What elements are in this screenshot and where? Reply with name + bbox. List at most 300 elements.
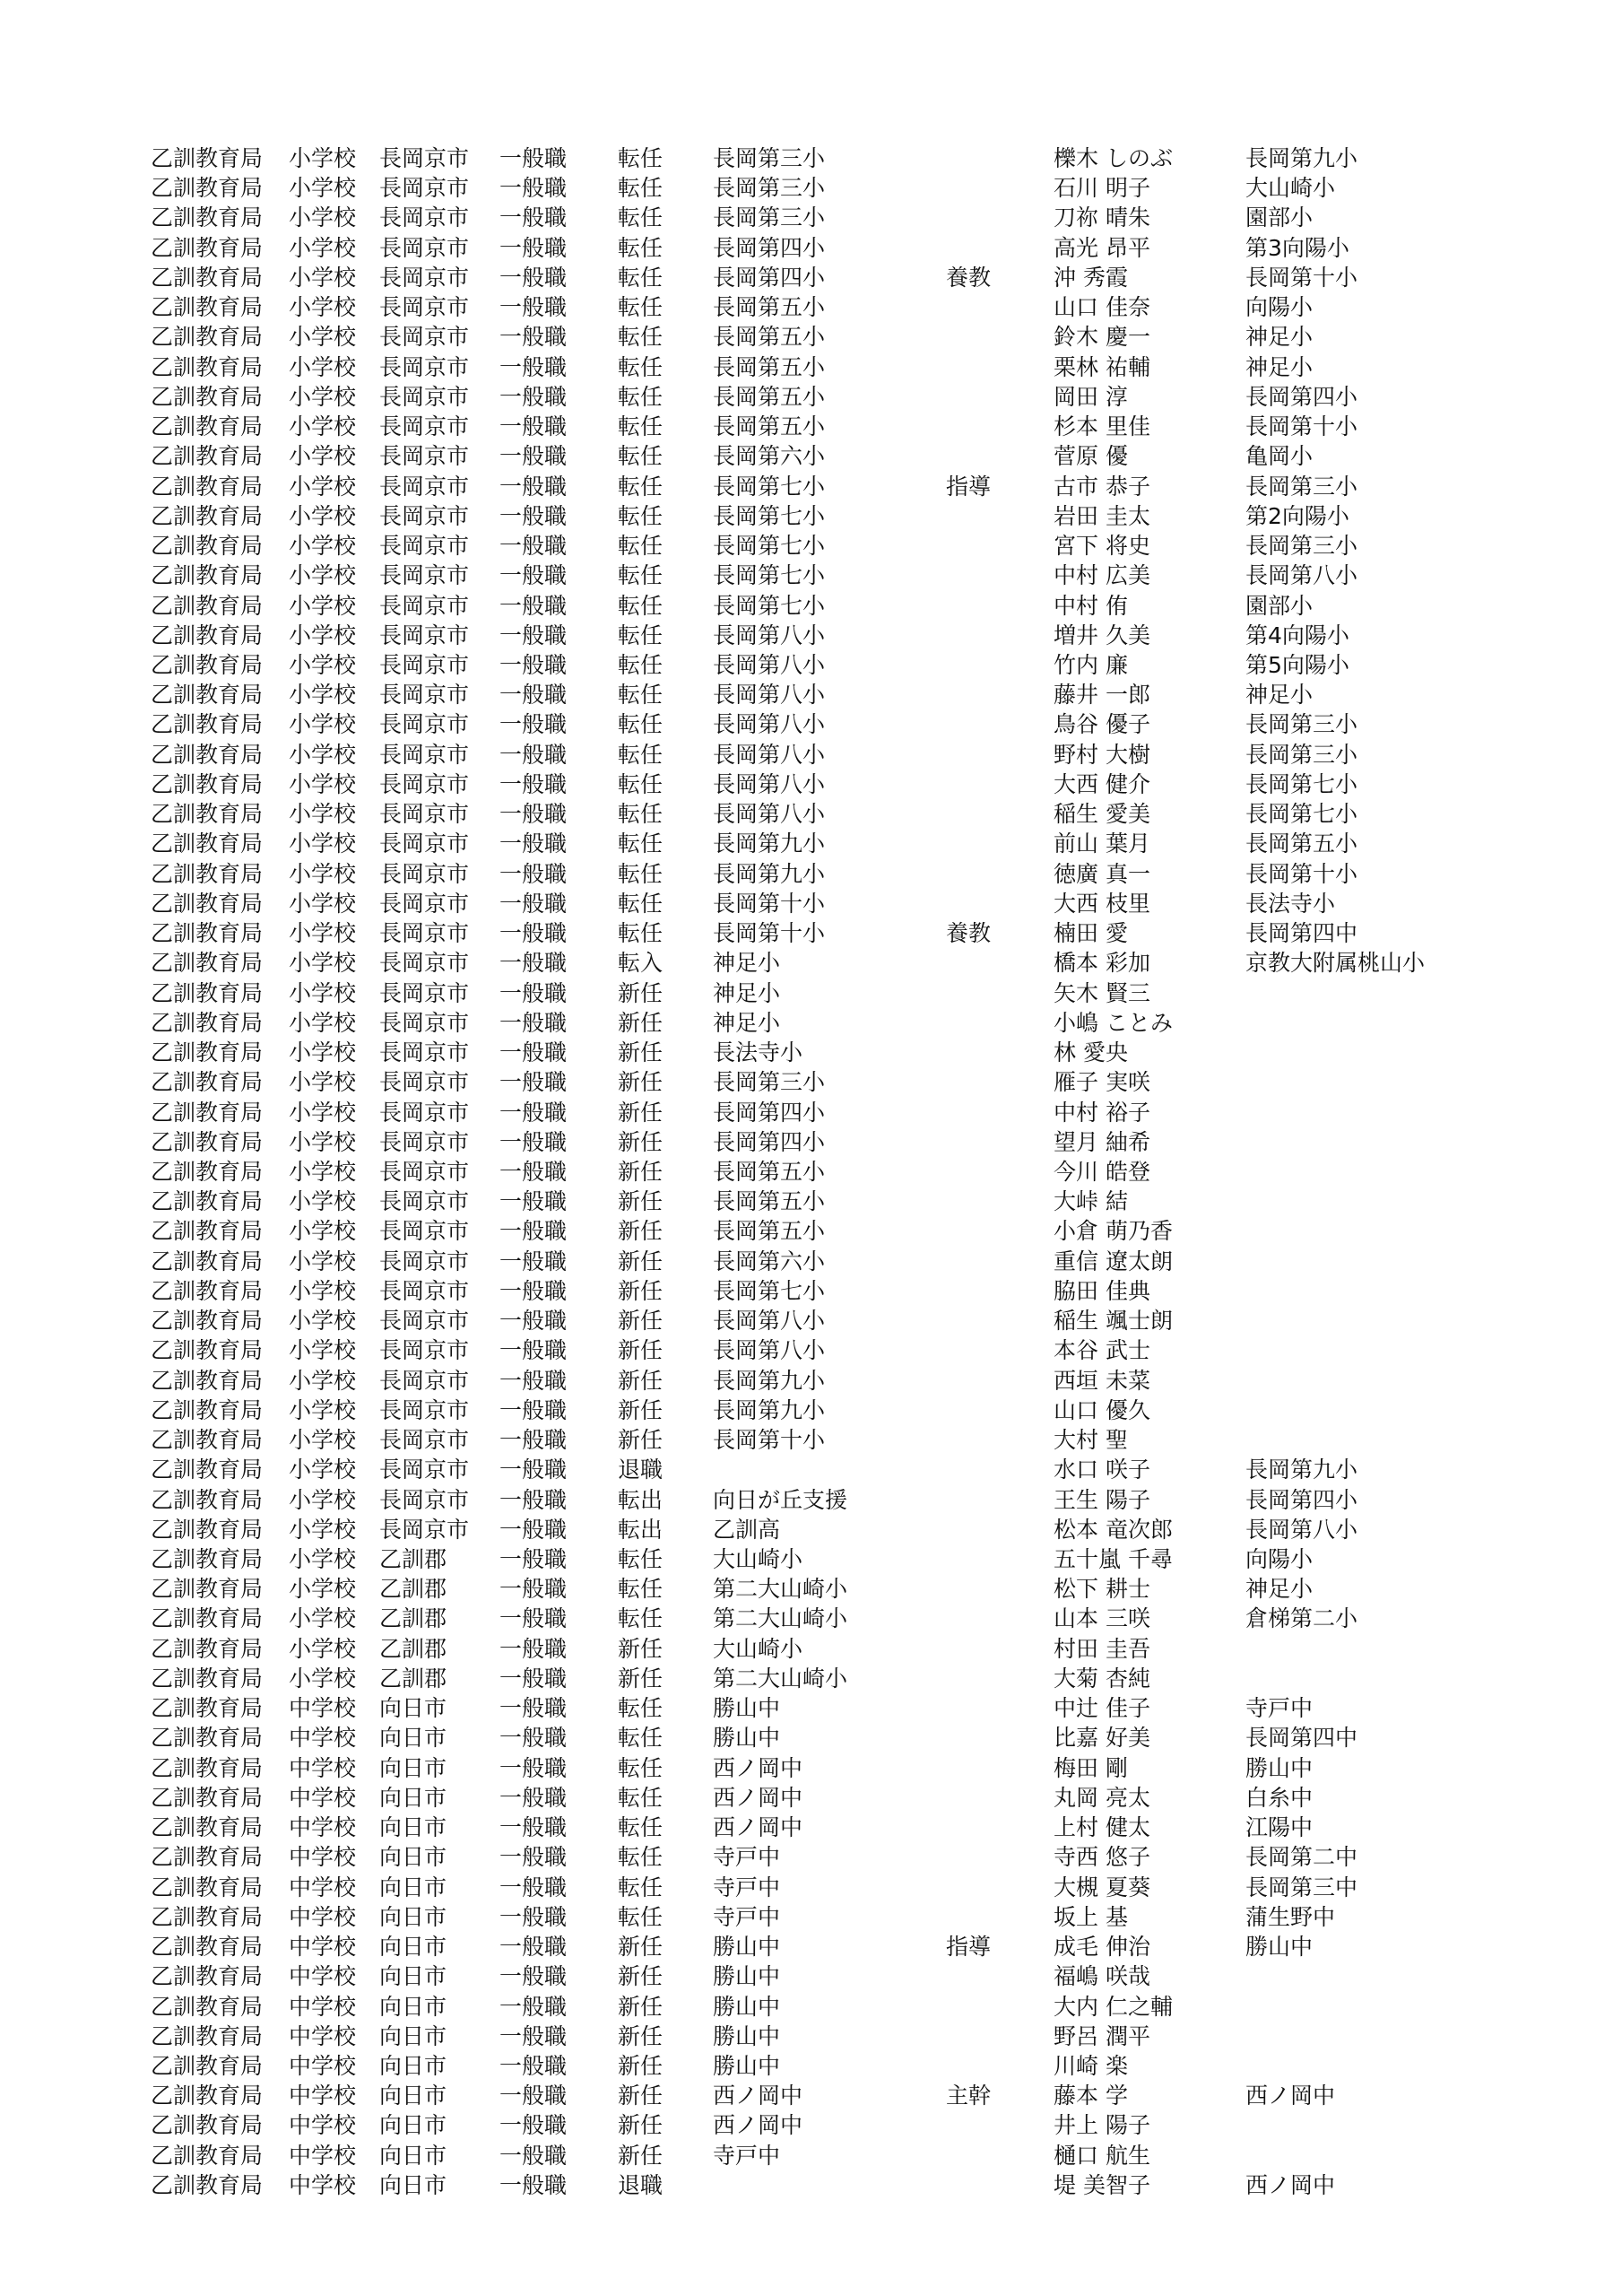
- school-cell: 長岡第九小: [713, 1396, 826, 1423]
- table-row: [151, 472, 1496, 501]
- transfer-type-cell: 新任: [618, 1337, 664, 1364]
- school-cell: 長岡第八小: [713, 622, 826, 648]
- area-cell: 長岡京市: [379, 1457, 470, 1483]
- school-level-cell: 中学校: [289, 2142, 357, 2169]
- job-type-cell: 一般職: [499, 1605, 568, 1632]
- school-level-cell: 小学校: [289, 1308, 357, 1335]
- job-type-cell: 一般職: [499, 1516, 568, 1543]
- school-level-cell: 小学校: [289, 770, 357, 797]
- school-level-cell: 小学校: [289, 1635, 357, 1662]
- teacher-name-cell: 重信 遼太朗: [1054, 1248, 1173, 1274]
- teacher-name-cell: 宮下 将史: [1054, 533, 1150, 560]
- job-type-cell: 一般職: [499, 1367, 568, 1394]
- area-cell: 向日市: [379, 2083, 447, 2109]
- transfer-type-cell: 新任: [618, 1963, 664, 1990]
- transfer-type-cell: 退職: [618, 2171, 664, 2198]
- school-level-cell: 小学校: [289, 890, 357, 917]
- table-row: [151, 531, 1496, 561]
- table-row: [151, 1216, 1496, 1246]
- school-cell: 西ノ岡中: [713, 1814, 803, 1841]
- board-cell: 乙訓教育局: [151, 890, 264, 917]
- area-cell: 向日市: [379, 1695, 447, 1722]
- board-cell: 乙訓教育局: [151, 1039, 264, 1066]
- area-cell: 長岡京市: [379, 204, 470, 231]
- teacher-name-cell: 今川 皓登: [1054, 1158, 1150, 1185]
- board-cell: 乙訓教育局: [151, 950, 264, 977]
- school-level-cell: 中学校: [289, 1725, 357, 1752]
- previous-school-cell: 長岡第八小: [1245, 562, 1358, 589]
- school-level-cell: 中学校: [289, 1934, 357, 1961]
- school-cell: 第二大山崎小: [713, 1665, 848, 1692]
- job-type-cell: 一般職: [499, 1814, 568, 1841]
- area-cell: 向日市: [379, 2053, 447, 2079]
- table-row: [151, 173, 1496, 203]
- school-cell: 西ノ岡中: [713, 2083, 803, 2109]
- table-row: [151, 1485, 1496, 1515]
- transfer-type-cell: 転任: [618, 711, 664, 738]
- table-row: [151, 859, 1496, 889]
- area-cell: 長岡京市: [379, 1009, 470, 1036]
- board-cell: 乙訓教育局: [151, 1337, 264, 1364]
- teacher-name-cell: 楠田 愛: [1054, 920, 1128, 947]
- teacher-name-cell: 中村 広美: [1054, 562, 1150, 589]
- area-cell: 長岡京市: [379, 1337, 470, 1364]
- transfer-type-cell: 新任: [618, 1277, 664, 1304]
- table-row: [151, 2051, 1496, 2081]
- board-cell: 乙訓教育局: [151, 1427, 264, 1454]
- school-level-cell: 小学校: [289, 1546, 357, 1573]
- previous-school-cell: 第5向陽小: [1245, 651, 1349, 678]
- school-level-cell: 中学校: [289, 2083, 357, 2109]
- job-type-cell: 一般職: [499, 1128, 568, 1155]
- area-cell: 長岡京市: [379, 175, 470, 202]
- school-level-cell: 小学校: [289, 562, 357, 589]
- school-level-cell: 小学校: [289, 1427, 357, 1454]
- transfer-type-cell: 転任: [618, 592, 664, 619]
- school-cell: 長岡第三小: [713, 175, 826, 202]
- previous-school-cell: 神足小: [1245, 682, 1314, 709]
- board-cell: 乙訓教育局: [151, 473, 264, 500]
- previous-school-cell: 勝山中: [1245, 1754, 1314, 1781]
- school-cell: 長岡第八小: [713, 770, 826, 797]
- school-cell: 西ノ岡中: [713, 1784, 803, 1811]
- board-cell: 乙訓教育局: [151, 353, 264, 380]
- board-cell: 乙訓教育局: [151, 1308, 264, 1335]
- transfer-type-cell: 転任: [618, 1754, 664, 1781]
- area-cell: 長岡京市: [379, 324, 470, 351]
- previous-school-cell: 神足小: [1245, 1576, 1314, 1603]
- table-row: [151, 1992, 1496, 2022]
- board-cell: 乙訓教育局: [151, 831, 264, 857]
- table-row: [151, 2081, 1496, 2110]
- board-cell: 乙訓教育局: [151, 1486, 264, 1513]
- school-cell: 勝山中: [713, 1934, 781, 1961]
- area-cell: 長岡京市: [379, 1158, 470, 1185]
- board-cell: 乙訓教育局: [151, 145, 264, 171]
- area-cell: 乙訓郡: [379, 1635, 447, 1662]
- previous-school-cell: 長岡第三小: [1245, 711, 1358, 738]
- teacher-name-cell: 岡田 淳: [1054, 383, 1128, 410]
- job-type-cell: 一般職: [499, 1665, 568, 1692]
- job-type-cell: 一般職: [499, 1427, 568, 1454]
- transfer-type-cell: 転任: [618, 294, 664, 321]
- board-cell: 乙訓教育局: [151, 1099, 264, 1126]
- teacher-name-cell: 山口 佳奈: [1054, 294, 1150, 321]
- transfer-type-cell: 転出: [618, 1486, 664, 1513]
- table-row: [151, 2022, 1496, 2051]
- school-cell: 西ノ岡中: [713, 2112, 803, 2139]
- school-level-cell: 小学校: [289, 443, 357, 470]
- teacher-name-cell: 小倉 萌乃香: [1054, 1218, 1173, 1245]
- school-level-cell: 中学校: [289, 1993, 357, 2020]
- area-cell: 長岡京市: [379, 264, 470, 291]
- previous-school-cell: 長岡第七小: [1245, 801, 1358, 828]
- transfer-type-cell: 新任: [618, 2083, 664, 2109]
- job-type-cell: 一般職: [499, 1754, 568, 1781]
- board-cell: 乙訓教育局: [151, 294, 264, 321]
- board-cell: 乙訓教育局: [151, 1069, 264, 1096]
- previous-school-cell: 大山崎小: [1245, 175, 1336, 202]
- table-row: [151, 770, 1496, 799]
- job-type-cell: 一般職: [499, 1934, 568, 1961]
- school-level-cell: 小学校: [289, 950, 357, 977]
- table-row: [151, 2141, 1496, 2170]
- table-row: [151, 709, 1496, 739]
- school-cell: 長岡第七小: [713, 562, 826, 589]
- job-type-cell: 一般職: [499, 592, 568, 619]
- board-cell: 乙訓教育局: [151, 2083, 264, 2109]
- area-cell: 長岡京市: [379, 234, 470, 261]
- school-level-cell: 小学校: [289, 294, 357, 321]
- school-level-cell: 小学校: [289, 204, 357, 231]
- school-cell: 長岡第五小: [713, 413, 826, 440]
- teacher-name-cell: 川崎 楽: [1054, 2053, 1128, 2079]
- table-row: [151, 1276, 1496, 1306]
- area-cell: 長岡京市: [379, 533, 470, 560]
- transfer-type-cell: 新任: [618, 1158, 664, 1185]
- board-cell: 乙訓教育局: [151, 1814, 264, 1841]
- school-level-cell: 小学校: [289, 533, 357, 560]
- table-row: [151, 441, 1496, 471]
- school-level-cell: 中学校: [289, 1814, 357, 1841]
- board-cell: 乙訓教育局: [151, 1903, 264, 1930]
- job-type-cell: 一般職: [499, 562, 568, 589]
- table-row: [151, 650, 1496, 680]
- school-cell: 長岡第四小: [713, 234, 826, 261]
- school-cell: 長岡第五小: [713, 383, 826, 410]
- table-row: [151, 680, 1496, 709]
- table-row: [151, 1008, 1496, 1038]
- job-type-cell: 一般職: [499, 264, 568, 291]
- area-cell: 長岡京市: [379, 592, 470, 619]
- job-type-cell: 一般職: [499, 145, 568, 171]
- school-level-cell: 小学校: [289, 502, 357, 529]
- job-type-cell: 一般職: [499, 204, 568, 231]
- school-cell: 長岡第九小: [713, 831, 826, 857]
- previous-school-cell: 長岡第三小: [1245, 533, 1358, 560]
- transfer-type-cell: 新任: [618, 2142, 664, 2169]
- school-level-cell: 小学校: [289, 711, 357, 738]
- table-row: [151, 591, 1496, 621]
- board-cell: 乙訓教育局: [151, 1396, 264, 1423]
- table-row: [151, 1723, 1496, 1752]
- school-level-cell: 小学校: [289, 1069, 357, 1096]
- personnel-table: [151, 144, 1496, 2200]
- job-type-cell: 一般職: [499, 1963, 568, 1990]
- transfer-type-cell: 新任: [618, 2112, 664, 2139]
- previous-school-cell: 長岡第八小: [1245, 1516, 1358, 1543]
- teacher-name-cell: 沖 秀霞: [1054, 264, 1128, 291]
- job-type-cell: 一般職: [499, 1486, 568, 1513]
- board-cell: 乙訓教育局: [151, 1934, 264, 1961]
- teacher-name-cell: 松下 耕士: [1054, 1576, 1150, 1603]
- school-cell: 長岡第七小: [713, 473, 826, 500]
- school-cell: 長岡第四小: [713, 264, 826, 291]
- area-cell: 長岡京市: [379, 831, 470, 857]
- transfer-type-cell: 新任: [618, 1218, 664, 1245]
- school-level-cell: 小学校: [289, 1367, 357, 1394]
- transfer-type-cell: 新任: [618, 1248, 664, 1274]
- transfer-type-cell: 転任: [618, 1546, 664, 1573]
- transfer-type-cell: 新任: [618, 1665, 664, 1692]
- area-cell: 長岡京市: [379, 1128, 470, 1155]
- area-cell: 長岡京市: [379, 651, 470, 678]
- board-cell: 乙訓教育局: [151, 1605, 264, 1632]
- table-row: [151, 1753, 1496, 1783]
- table-row: [151, 1515, 1496, 1544]
- table-row: [151, 1842, 1496, 1872]
- school-cell: 勝山中: [713, 1695, 781, 1722]
- table-row: [151, 1813, 1496, 1842]
- previous-school-cell: 長岡第九小: [1245, 1457, 1358, 1483]
- school-level-cell: 小学校: [289, 831, 357, 857]
- teacher-name-cell: 堤 美智子: [1054, 2171, 1150, 2198]
- teacher-name-cell: 杉本 里佳: [1054, 413, 1150, 440]
- school-cell: 寺戸中: [713, 1874, 781, 1900]
- teacher-name-cell: 石川 明子: [1054, 175, 1150, 202]
- transfer-type-cell: 新任: [618, 1396, 664, 1423]
- school-level-cell: 中学校: [289, 1963, 357, 1990]
- job-type-cell: 一般職: [499, 1576, 568, 1603]
- area-cell: 長岡京市: [379, 1039, 470, 1066]
- school-level-cell: 中学校: [289, 2053, 357, 2079]
- school-level-cell: 小学校: [289, 1605, 357, 1632]
- school-cell: 寺戸中: [713, 2142, 781, 2169]
- transfer-type-cell: 転任: [618, 920, 664, 947]
- previous-school-cell: 西ノ岡中: [1245, 2083, 1336, 2109]
- job-type-cell: 一般職: [499, 1337, 568, 1364]
- previous-school-cell: 向陽小: [1245, 294, 1314, 321]
- board-cell: 乙訓教育局: [151, 443, 264, 470]
- table-row: [151, 1366, 1496, 1396]
- job-type-cell: 一般職: [499, 1099, 568, 1126]
- teacher-name-cell: 岩田 圭太: [1054, 502, 1150, 529]
- teacher-name-cell: 水口 咲子: [1054, 1457, 1150, 1483]
- transfer-type-cell: 転任: [618, 682, 664, 709]
- role-cell: 養教: [946, 920, 992, 947]
- area-cell: 長岡京市: [379, 443, 470, 470]
- table-row: [151, 1098, 1496, 1127]
- previous-school-cell: 長岡第三小: [1245, 741, 1358, 768]
- teacher-name-cell: 菅原 優: [1054, 443, 1128, 470]
- previous-school-cell: 長岡第十小: [1245, 860, 1358, 887]
- transfer-type-cell: 退職: [618, 1457, 664, 1483]
- teacher-name-cell: 竹内 廉: [1054, 651, 1128, 678]
- table-row: [151, 292, 1496, 322]
- school-cell: 勝山中: [713, 1963, 781, 1990]
- table-row: [151, 144, 1496, 173]
- school-level-cell: 小学校: [289, 1516, 357, 1543]
- teacher-name-cell: 成毛 伸治: [1054, 1934, 1150, 1961]
- board-cell: 乙訓教育局: [151, 1725, 264, 1752]
- school-level-cell: 中学校: [289, 2022, 357, 2049]
- school-level-cell: 中学校: [289, 2112, 357, 2139]
- job-type-cell: 一般職: [499, 920, 568, 947]
- job-type-cell: 一般職: [499, 1218, 568, 1245]
- board-cell: 乙訓教育局: [151, 1457, 264, 1483]
- area-cell: 長岡京市: [379, 1099, 470, 1126]
- transfer-type-cell: 転任: [618, 204, 664, 231]
- school-level-cell: 小学校: [289, 1128, 357, 1155]
- job-type-cell: 一般職: [499, 1248, 568, 1274]
- area-cell: 長岡京市: [379, 413, 470, 440]
- school-cell: 長岡第九小: [713, 860, 826, 887]
- transfer-type-cell: 転任: [618, 383, 664, 410]
- transfer-type-cell: 転任: [618, 264, 664, 291]
- job-type-cell: 一般職: [499, 1993, 568, 2020]
- teacher-name-cell: 比嘉 好美: [1054, 1725, 1150, 1752]
- area-cell: 長岡京市: [379, 1486, 470, 1513]
- teacher-name-cell: 望月 紬希: [1054, 1128, 1150, 1155]
- previous-school-cell: 長岡第三小: [1245, 473, 1358, 500]
- previous-school-cell: 長岡第三中: [1245, 1874, 1358, 1900]
- teacher-name-cell: 中辻 佳子: [1054, 1695, 1150, 1722]
- transfer-type-cell: 転任: [618, 473, 664, 500]
- transfer-type-cell: 転任: [618, 1874, 664, 1900]
- school-cell: 長岡第五小: [713, 353, 826, 380]
- teacher-name-cell: 刀祢 晴朱: [1054, 204, 1150, 231]
- transfer-type-cell: 転任: [618, 1695, 664, 1722]
- school-cell: 勝山中: [713, 2053, 781, 2079]
- job-type-cell: 一般職: [499, 383, 568, 410]
- transfer-type-cell: 転任: [618, 353, 664, 380]
- teacher-name-cell: 栗林 祐輔: [1054, 353, 1150, 380]
- previous-school-cell: 第4向陽小: [1245, 622, 1349, 648]
- teacher-name-cell: 大菊 杏純: [1054, 1665, 1150, 1692]
- school-cell: 長岡第八小: [713, 741, 826, 768]
- teacher-name-cell: 藤井 一郎: [1054, 682, 1150, 709]
- teacher-name-cell: 稲生 愛美: [1054, 801, 1150, 828]
- transfer-type-cell: 新任: [618, 1993, 664, 2020]
- previous-school-cell: 長岡第四小: [1245, 1486, 1358, 1513]
- board-cell: 乙訓教育局: [151, 2142, 264, 2169]
- table-row: [151, 352, 1496, 382]
- job-type-cell: 一般職: [499, 1158, 568, 1185]
- job-type-cell: 一般職: [499, 1874, 568, 1900]
- previous-school-cell: 神足小: [1245, 324, 1314, 351]
- table-row: [151, 561, 1496, 590]
- school-level-cell: 小学校: [289, 1337, 357, 1364]
- previous-school-cell: 倉梯第二小: [1245, 1605, 1358, 1632]
- school-cell: 長岡第十小: [713, 920, 826, 947]
- school-cell: 長岡第七小: [713, 1277, 826, 1304]
- area-cell: 長岡京市: [379, 1277, 470, 1304]
- teacher-name-cell: 中村 裕子: [1054, 1099, 1150, 1126]
- job-type-cell: 一般職: [499, 175, 568, 202]
- teacher-name-cell: 中村 侑: [1054, 592, 1128, 619]
- transfer-type-cell: 転任: [618, 443, 664, 470]
- previous-school-cell: 第3向陽小: [1245, 234, 1349, 261]
- school-level-cell: 小学校: [289, 145, 357, 171]
- board-cell: 乙訓教育局: [151, 1188, 264, 1215]
- table-row: [151, 2110, 1496, 2140]
- school-cell: 長岡第八小: [713, 1308, 826, 1335]
- table-row: [151, 1873, 1496, 1902]
- school-level-cell: 中学校: [289, 1844, 357, 1871]
- teacher-name-cell: 矢木 賢三: [1054, 979, 1150, 1006]
- school-level-cell: 小学校: [289, 1665, 357, 1692]
- table-row: [151, 322, 1496, 352]
- job-type-cell: 一般職: [499, 1725, 568, 1752]
- area-cell: 長岡京市: [379, 622, 470, 648]
- transfer-type-cell: 転任: [618, 145, 664, 171]
- transfer-type-cell: 転任: [618, 533, 664, 560]
- area-cell: 向日市: [379, 1993, 447, 2020]
- previous-school-cell: 長岡第九小: [1245, 145, 1358, 171]
- school-cell: 長岡第五小: [713, 1218, 826, 1245]
- school-cell: 神足小: [713, 950, 781, 977]
- area-cell: 向日市: [379, 1725, 447, 1752]
- table-row: [151, 1961, 1496, 1991]
- board-cell: 乙訓教育局: [151, 175, 264, 202]
- table-row: [151, 948, 1496, 978]
- job-type-cell: 一般職: [499, 294, 568, 321]
- board-cell: 乙訓教育局: [151, 1248, 264, 1274]
- previous-school-cell: 江陽中: [1245, 1814, 1314, 1841]
- transfer-type-cell: 転任: [618, 831, 664, 857]
- area-cell: 向日市: [379, 2171, 447, 2198]
- job-type-cell: 一般職: [499, 860, 568, 887]
- board-cell: 乙訓教育局: [151, 1576, 264, 1603]
- job-type-cell: 一般職: [499, 413, 568, 440]
- job-type-cell: 一般職: [499, 1844, 568, 1871]
- area-cell: 長岡京市: [379, 950, 470, 977]
- board-cell: 乙訓教育局: [151, 264, 264, 291]
- table-row: [151, 382, 1496, 412]
- school-level-cell: 中学校: [289, 1903, 357, 1930]
- teacher-name-cell: 櫟木 しのぶ: [1054, 145, 1173, 171]
- school-cell: 第二大山崎小: [713, 1576, 848, 1603]
- board-cell: 乙訓教育局: [151, 2171, 264, 2198]
- transfer-type-cell: 転任: [618, 1725, 664, 1752]
- previous-school-cell: 蒲生野中: [1245, 1903, 1336, 1930]
- school-level-cell: 小学校: [289, 353, 357, 380]
- school-cell: 長岡第三小: [713, 145, 826, 171]
- area-cell: 長岡京市: [379, 1308, 470, 1335]
- job-type-cell: 一般職: [499, 353, 568, 380]
- job-type-cell: 一般職: [499, 2142, 568, 2169]
- school-level-cell: 小学校: [289, 1099, 357, 1126]
- job-type-cell: 一般職: [499, 324, 568, 351]
- school-level-cell: 小学校: [289, 1009, 357, 1036]
- school-level-cell: 中学校: [289, 1695, 357, 1722]
- school-level-cell: 小学校: [289, 651, 357, 678]
- table-row: [151, 2170, 1496, 2200]
- transfer-type-cell: 新任: [618, 2053, 664, 2079]
- teacher-name-cell: 大内 仁之輔: [1054, 1993, 1173, 2020]
- transfer-type-cell: 転任: [618, 324, 664, 351]
- job-type-cell: 一般職: [499, 1903, 568, 1930]
